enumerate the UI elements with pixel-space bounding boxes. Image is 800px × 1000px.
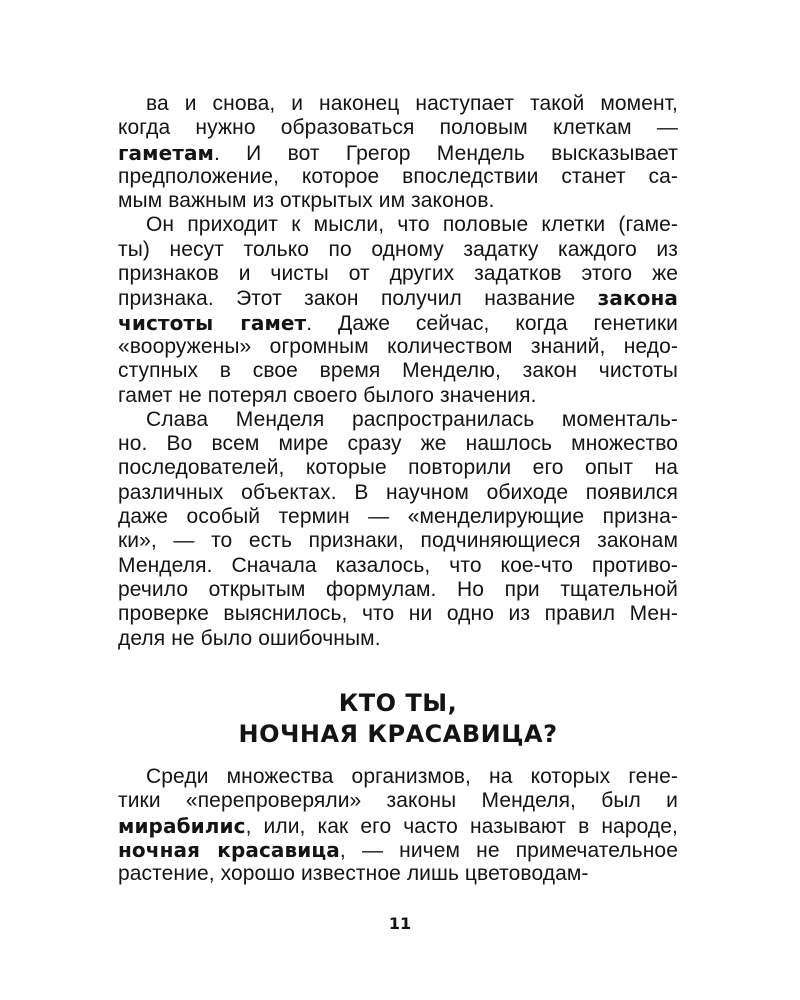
text-run: ва и снова, и наконец наступает такой момент,: [146, 92, 678, 115]
page-number: 11: [388, 914, 412, 933]
text-run: предположение, которое впоследствии станет са-: [118, 164, 678, 188]
main-text: [118, 92, 678, 651]
paragraph: [118, 213, 678, 407]
text-line: [118, 213, 678, 237]
text-line: [118, 814, 678, 838]
text-line: [118, 262, 678, 286]
text-run: , или, как его часто называют в народе,: [245, 814, 678, 838]
bold-term: мирабилис: [118, 813, 246, 838]
text-run: различных объектах. В научном обиходе появился: [118, 480, 678, 504]
text-run: мым важным из открытых им законов.: [118, 189, 495, 213]
text-line: [118, 481, 678, 505]
bold-term: ночная красавица: [118, 837, 340, 862]
section-text: [118, 765, 678, 886]
text-run: но. Во всем мире сразу же нашлось множество: [118, 432, 678, 456]
text-run: . Даже сейчас, когда генетики: [306, 311, 678, 335]
bold-term: чистоты гамет: [118, 310, 307, 335]
text-run: когда нужно образоваться половым клеткам —: [118, 116, 678, 140]
paragraph: [118, 408, 678, 651]
text-line: [118, 335, 678, 359]
text-run: речило открытым формулам. Но при тщательной: [118, 577, 678, 601]
text-run: последователей, которые повторили его опыт на: [118, 456, 678, 480]
text-line: [118, 765, 678, 789]
text-run: Менделя. Сначала казалось, что кое-что противо-: [118, 553, 678, 577]
heading-line-2: НОЧНАЯ КРАСАВИЦА?: [238, 720, 558, 748]
heading-line-1: КТО ТЫ,: [338, 689, 458, 717]
text-line: [118, 627, 678, 651]
text-run: тики «перепроверяли» законы Менделя, был и: [118, 789, 678, 813]
text-run: Он приходит к мысли, что половые клетки (гаме-: [146, 213, 678, 237]
text-line: [118, 789, 678, 813]
text-line: [118, 286, 678, 310]
text-run: , — ничем не примечательное: [339, 838, 678, 862]
text-run: «вооружены» огромным количеством знаний, недо-: [118, 334, 678, 358]
text-run: ты) несут только по одному задатку каждого из: [118, 237, 678, 261]
paragraph: [118, 92, 678, 213]
text-run: Среди множества организмов, на которых гене-: [146, 765, 678, 788]
text-line: [118, 578, 678, 602]
text-line: [118, 529, 678, 553]
text-line: [118, 432, 678, 456]
text-line: [118, 311, 678, 335]
text-run: даже особый термин — «менделирующие призна-: [118, 505, 678, 529]
text-line: [118, 602, 678, 626]
bold-term: гаметам: [118, 140, 214, 165]
text-line: [118, 505, 678, 529]
text-line: [118, 165, 678, 189]
text-line: [118, 384, 678, 408]
text-line: [118, 116, 678, 140]
text-line: [118, 238, 678, 262]
text-line: [118, 838, 678, 862]
text-line: [118, 456, 678, 480]
chapter-heading: [118, 688, 678, 750]
text-run: гамет не потерял своего былого значения.: [118, 383, 537, 407]
text-run: . И вот Грегор Мендель высказывает: [214, 141, 678, 165]
text-line: [118, 862, 678, 886]
text-line: [118, 92, 678, 116]
text-line: [118, 408, 678, 432]
text-run: Слава Менделя распространилась моменталь-: [146, 407, 678, 431]
text-line: [118, 359, 678, 383]
text-run: деля не было ошибочным.: [118, 626, 381, 650]
paragraph: [118, 765, 678, 886]
text-run: признаков и чисты от других задатков этого же: [118, 262, 678, 286]
text-line: [118, 554, 678, 578]
text-run: признака. Этот закон получил название: [118, 287, 598, 311]
text-line: [118, 189, 678, 213]
text-run: ки», — то есть признаки, подчиняющиеся законам: [118, 529, 678, 553]
bold-term: закона: [597, 286, 678, 311]
text-run: ступных в свое время Менделю, закон чистоты: [118, 359, 678, 383]
text-run: растение, хорошо известное лишь цветоводам-: [118, 862, 589, 886]
text-run: проверке выяснилось, что ни одно из правил Мен-: [118, 602, 678, 626]
text-line: [118, 141, 678, 165]
